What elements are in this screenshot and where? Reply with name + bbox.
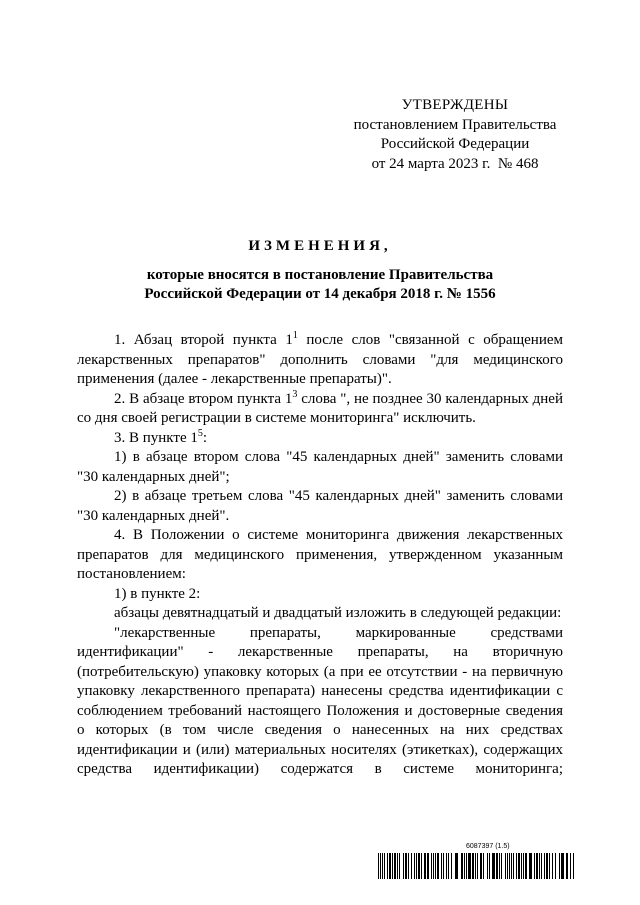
paragraph-2-end: слова ", не позднее 30 календарных дней со дня своей регистрации в системе мониторинга" исключить. bbox=[77, 390, 563, 426]
paragraph-1-end: после слов "связанной с обращением лекарственных препаратов" дополнить словами "для медицинского применения (далее - лекарственные препараты)". bbox=[77, 332, 563, 387]
subtitle-line-2: Российской Федерации от 14 декабря 2018 г. № 1556 bbox=[144, 286, 496, 302]
paragraph-7: 1) в пункте 2: bbox=[114, 585, 201, 602]
paragraph-5: 2) в абзаце третьем слова "45 календарных дней" заменить словами "30 календарных дней". bbox=[77, 488, 563, 524]
approval-line-date: от 24 марта 2023 г. № 468 bbox=[371, 155, 539, 172]
paragraph-6: 4. В Положении о системе мониторинга движения лекарственных препаратов для медицинского применения, утвержденном указанным постановлением: bbox=[77, 527, 563, 582]
paragraph-1-superscript: 1 bbox=[292, 330, 298, 341]
approval-heading: УТВЕРЖДЕНЫ bbox=[401, 97, 509, 113]
paragraph-3-end: : bbox=[202, 429, 208, 446]
paragraph-3 bbox=[77, 429, 563, 449]
paragraph-9: "лекарственные препараты, маркированные средствами идентификации" - лекарственные препараты, на вторичную (потребительскую) упаковку которых (а при ее отсутствии - на первичную упаковку лекарственного препарата) нанесены средства идентификации с соблюдением требований настоящего Положения и достоверные сведения о которых (в том числе сведения о нанесенных на них средствах идентификации и (или) материальных носителях (этикетках), содержащих средства идентификации) содержатся в системе мониторинга; bbox=[77, 624, 563, 777]
approval-stamp bbox=[340, 96, 570, 174]
barcode-number: 6087397 (1.5) bbox=[466, 843, 510, 850]
paragraph-4: 1) в абзаце втором слова "45 календарных дней" заменить словами "30 календарных дней"; bbox=[77, 449, 563, 485]
barcode-block bbox=[378, 843, 574, 883]
paragraph-3-start: 3. В пункте 1 bbox=[114, 429, 198, 446]
paragraph-8: абзацы девятнадцатый и двадцатый изложить в следующей редакции: bbox=[114, 605, 562, 621]
paragraph-1 bbox=[77, 331, 563, 390]
paragraph-3-superscript: 5 bbox=[197, 427, 203, 439]
document-title: ИЗМЕНЕНИЯ, bbox=[248, 238, 392, 254]
subtitle-line-1: которые вносятся в постановление Правительства bbox=[146, 267, 494, 283]
paragraph-2-superscript: 3 bbox=[292, 388, 298, 400]
paragraph-1-start: 1. Абзац второй пункта 1 bbox=[114, 332, 293, 348]
paragraph-2-start: 2. В абзаце втором пункта 1 bbox=[114, 390, 293, 407]
approval-line-country: Российской Федерации bbox=[380, 136, 530, 152]
paragraph-2 bbox=[77, 390, 563, 429]
barcode-image bbox=[378, 853, 574, 879]
document-body bbox=[77, 331, 563, 780]
document-subtitle bbox=[60, 266, 580, 304]
approval-line-authority: постановлением Правительства bbox=[353, 116, 557, 133]
